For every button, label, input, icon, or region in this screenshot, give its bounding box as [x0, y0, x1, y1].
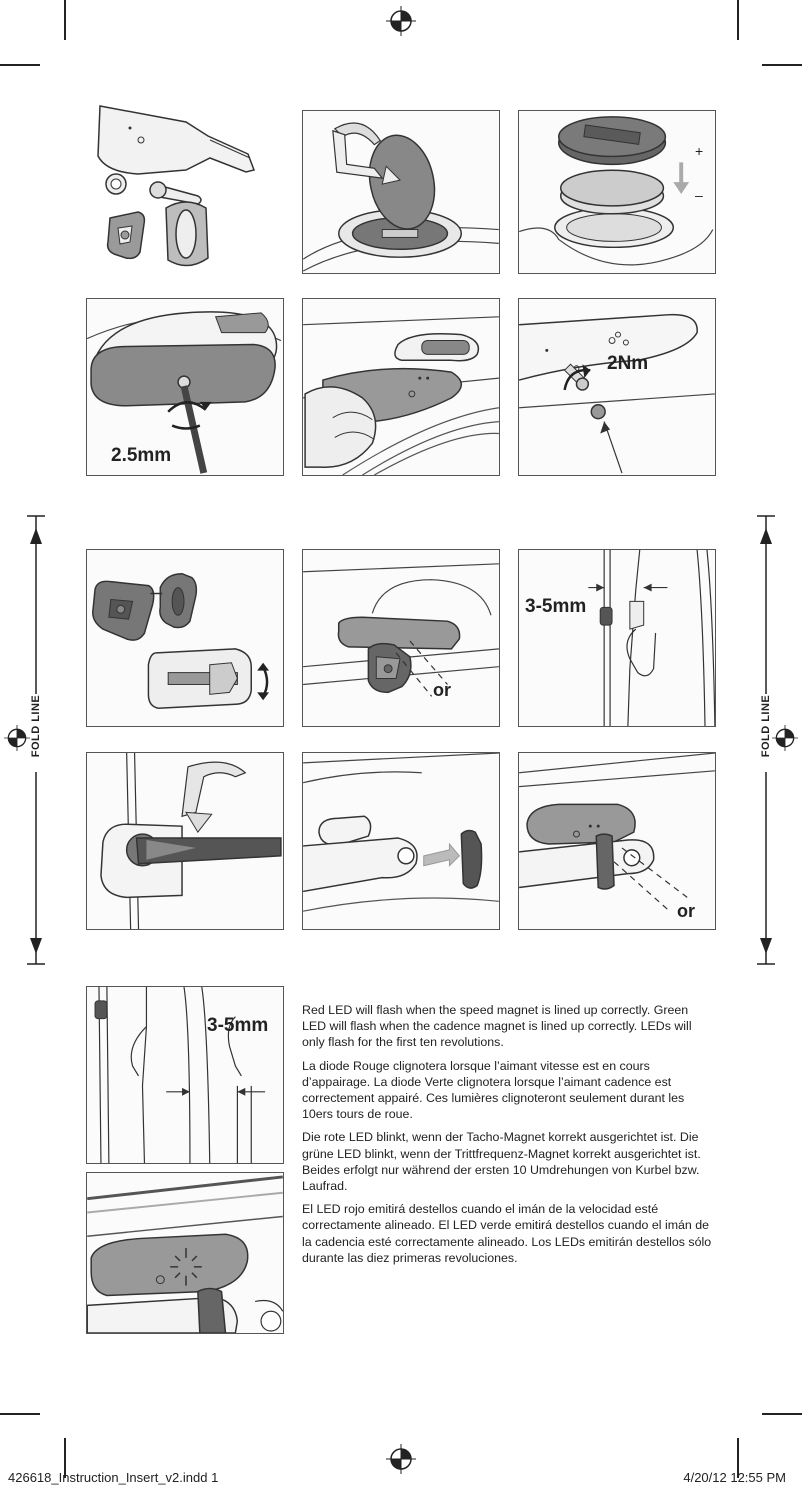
registration-mark-top — [386, 6, 416, 36]
step-panel-led-flash — [86, 1172, 284, 1334]
gap-label-a: 3-5mm — [525, 596, 587, 617]
instruction-en: Red LED will flash when the speed magnet is lined up correctly. Green LED will flash when the cadence magnet is lined up correctly. LEDs will only flash for the first ten revolutions. — [302, 1003, 692, 1050]
fold-line-label-left: FOLD LINE — [30, 694, 42, 758]
step-panel-slide-speed-magnet — [302, 752, 500, 930]
step-panel-attach-to-spoke — [86, 752, 284, 930]
battery-plus-sign: + — [695, 143, 704, 159]
step-panel-gap-magnet-b — [86, 986, 284, 1164]
crop-mark-top-right-v — [737, 0, 739, 40]
crop-mark-top-left-h — [0, 64, 40, 66]
instruction-text-block — [302, 1002, 714, 1273]
instruction-es: El LED rojo emitirá destellos cuando el imán de la velocidad esté correctamente alineado. El LED verde emitirá destellos cuando el imán de la cadencia esté correctamente alineado. Los LEDs emitirán destellos sólo durante las diez primeras revoluciones. — [302, 1202, 712, 1265]
step-panel-insert-battery — [518, 110, 716, 274]
step-panel-gap-magnet-a — [518, 549, 716, 727]
fold-line-label-right: FOLD LINE — [760, 694, 772, 758]
crop-mark-top-right-h — [762, 64, 802, 66]
slug-date-time: 4/20/12 12:55 PM — [683, 1470, 786, 1485]
parts-illustration — [86, 100, 286, 280]
gap-label-b: 3-5mm — [207, 1015, 269, 1036]
hex-key-size-label: 2.5mm — [111, 445, 172, 466]
instruction-fr: La diode Rouge clignotera lorsque l’aimant vitesse est en cours d’appairage. La diode Verte clignotera lorsque l’aimant cadence est correctement appairé. Ces lumières clignoteront seulement durant les 10ers tours de roue. — [302, 1058, 685, 1122]
crop-mark-top-left-v — [64, 0, 66, 40]
torque-value-label: 2Nm — [607, 353, 649, 374]
step-panel-position-sensor — [302, 298, 500, 476]
step-panel-mount-speed-magnet — [518, 752, 716, 930]
crop-mark-bottom-right-h — [762, 1413, 802, 1415]
step-panel-tighten-hex — [86, 298, 284, 476]
instruction-de: Die rote LED blinkt, wenn der Tacho-Magnet korrekt ausgerichtet ist. Die grüne LED blinkt, wenn der Trittfrequenz-Magnet korrekt ausgerichtet ist. Beides erfolgt nur während der ersten 10 Umdrehungen von Kurbel bzw. Laufrad. — [302, 1130, 701, 1194]
or-label-b: or — [677, 901, 695, 921]
crop-mark-bottom-left-h — [0, 1413, 40, 1415]
step-panel-mount-cadence-magnet — [302, 549, 500, 727]
step-panel-remove-battery-cover — [302, 110, 500, 274]
battery-minus-sign: – — [695, 187, 703, 203]
step-panel-torque-bolt — [518, 298, 716, 476]
slug-file-name: 426618_Instruction_Insert_v2.indd 1 — [8, 1470, 219, 1485]
step-panel-magnet-types — [86, 549, 284, 727]
or-label-a: or — [433, 680, 451, 700]
registration-mark-bottom — [386, 1444, 416, 1474]
